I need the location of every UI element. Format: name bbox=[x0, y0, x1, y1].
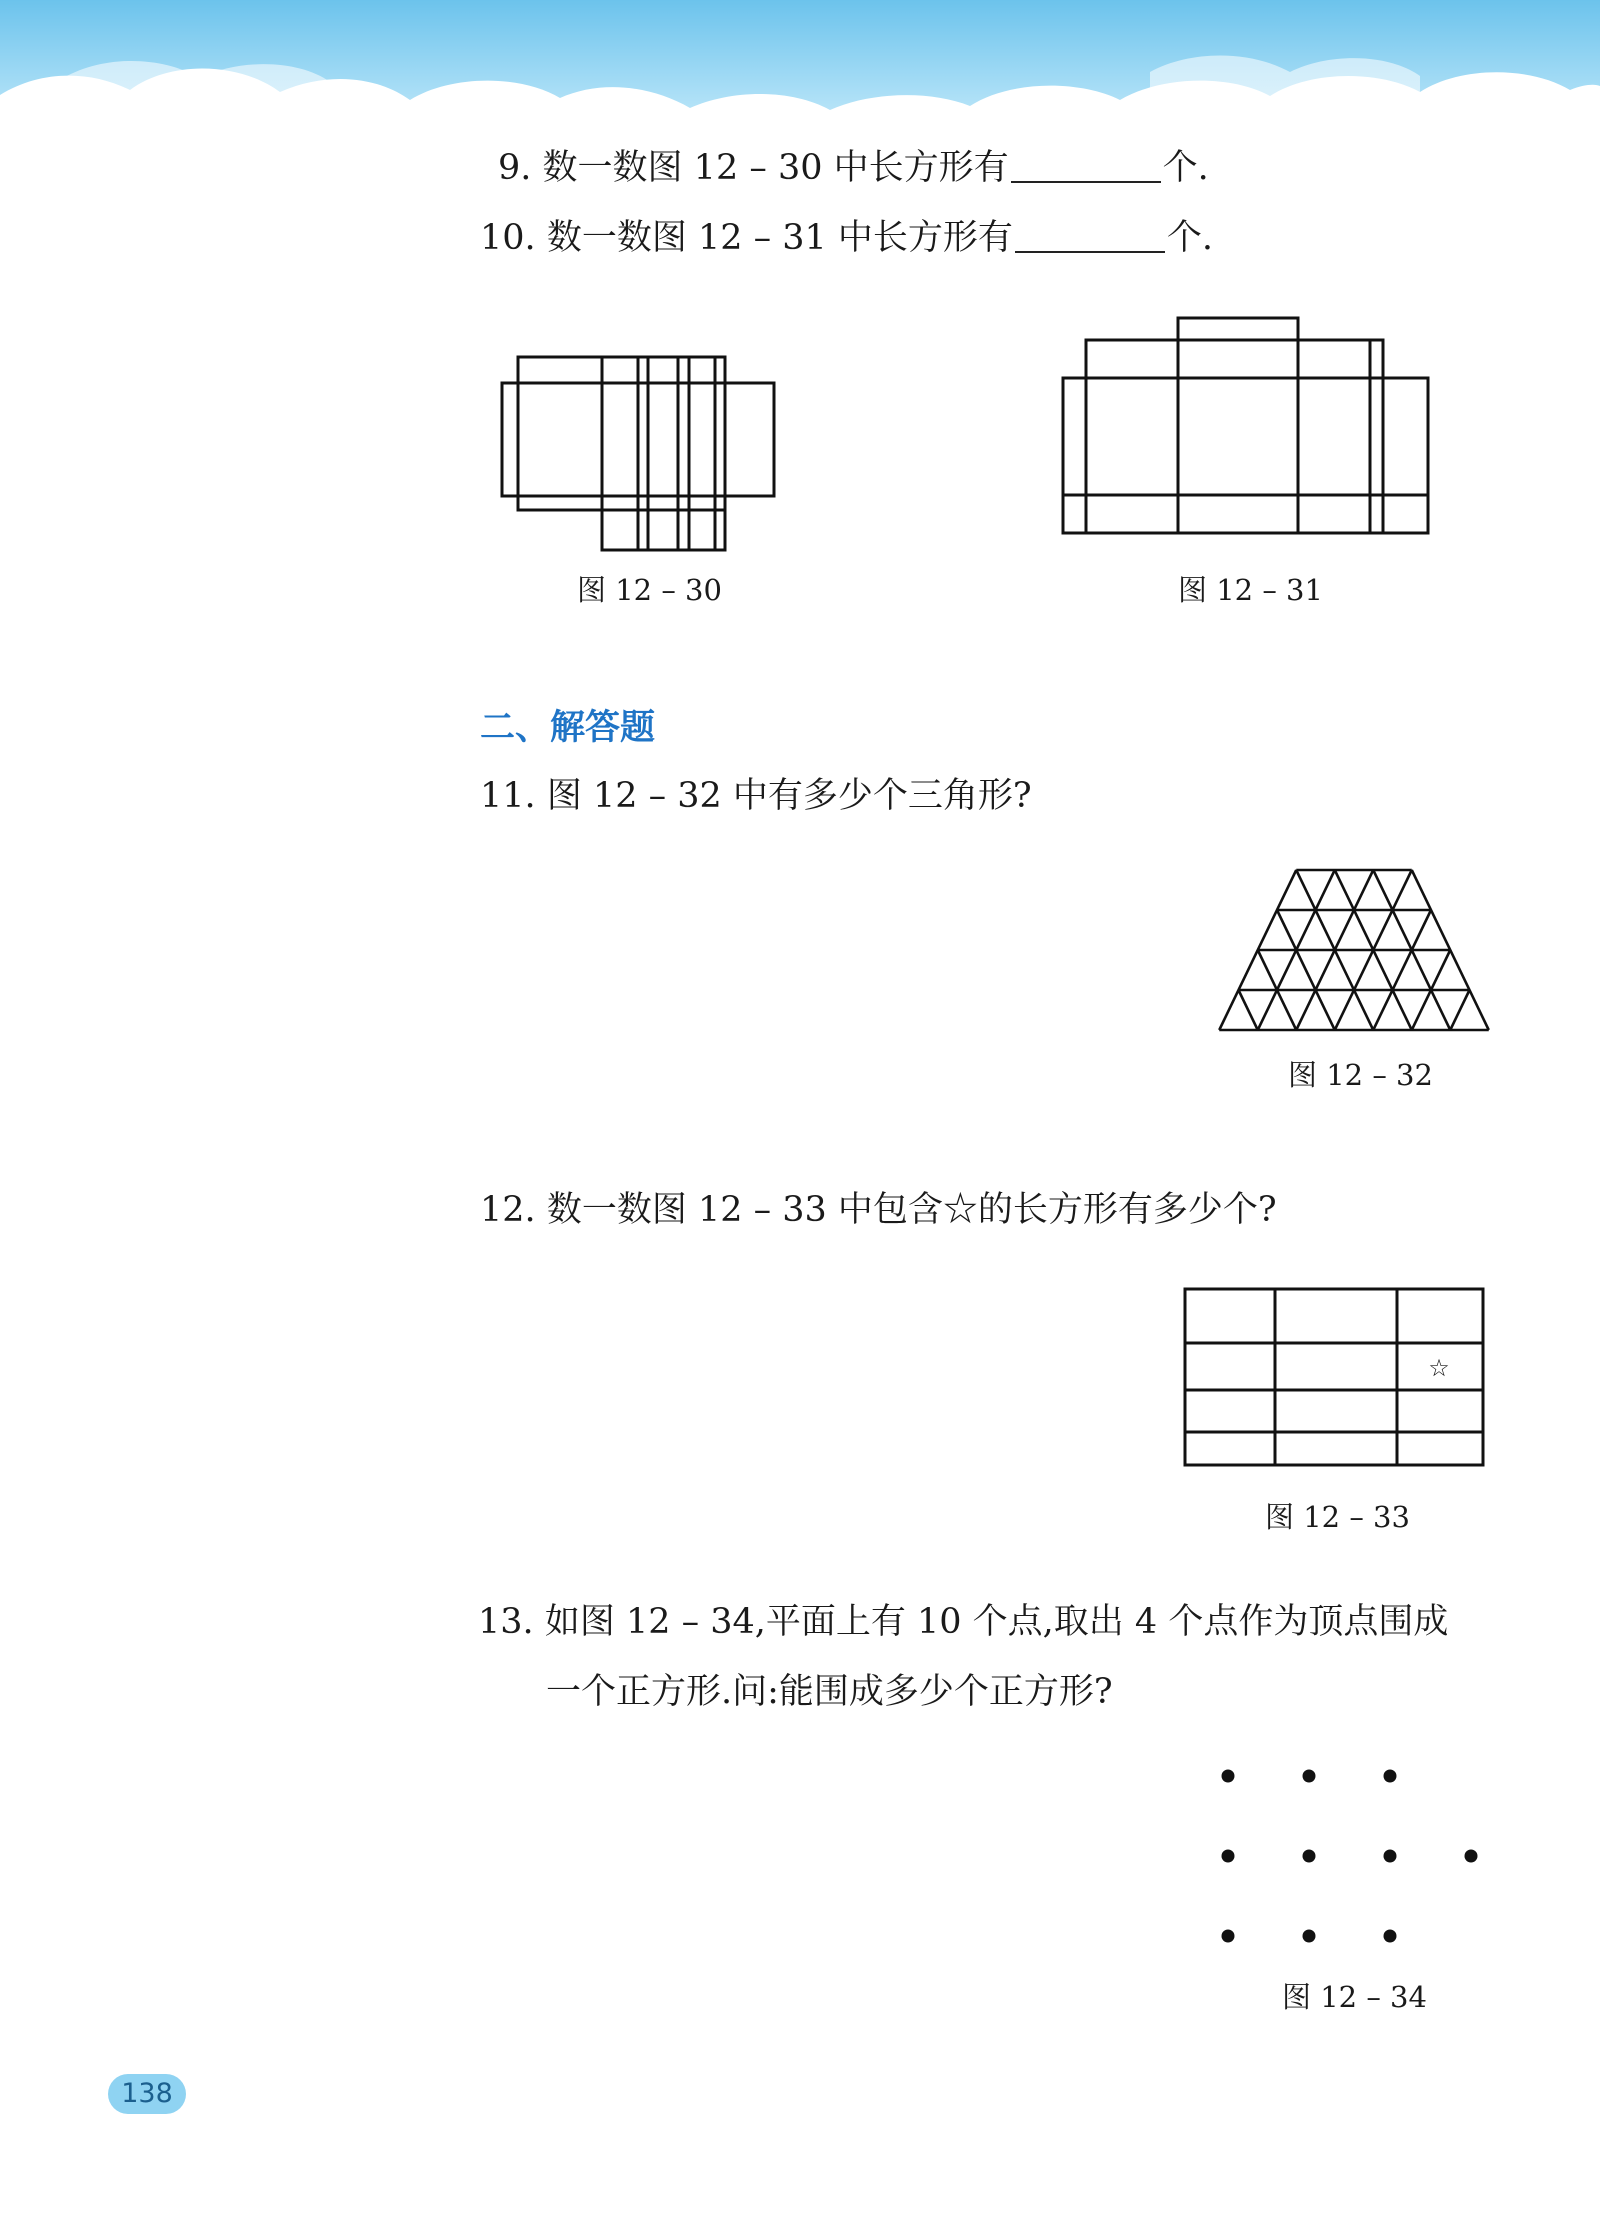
dot bbox=[1222, 1930, 1235, 1943]
dot bbox=[1384, 1930, 1397, 1943]
figure-caption: 图 12 – 33 bbox=[1265, 1500, 1410, 1534]
question-text-end: 个. bbox=[1162, 148, 1209, 188]
question-13-line-2: 一个正方形.问:能围成多少个正方形? bbox=[546, 1672, 1113, 1712]
figure-12-34 bbox=[1212, 1762, 1482, 1942]
question-number: 10. bbox=[480, 218, 536, 258]
rect-wide bbox=[1063, 378, 1428, 533]
question-9 bbox=[498, 146, 1209, 190]
rect-tall bbox=[1178, 318, 1298, 533]
dot bbox=[1303, 1850, 1316, 1863]
figure-caption: 图 12 – 31 bbox=[1178, 573, 1323, 607]
question-12 bbox=[480, 1188, 1277, 1232]
question-number: 12. bbox=[480, 1190, 536, 1230]
question-text: 数一数图 12 – 31 中长方形有 bbox=[546, 218, 1013, 258]
question-text: 图 12 – 32 中有多少个三角形? bbox=[546, 776, 1032, 816]
section-title: 二、解答题 bbox=[480, 708, 656, 748]
question-text-end: 个. bbox=[1166, 218, 1214, 258]
answer-blank[interactable] bbox=[1011, 151, 1161, 183]
grid-line bbox=[1239, 990, 1258, 1030]
figure-12-32 bbox=[1218, 866, 1490, 1028]
figure-caption: 图 12 – 30 bbox=[577, 573, 722, 607]
dot bbox=[1384, 1850, 1397, 1863]
page-number-badge: 138 bbox=[108, 2074, 186, 2114]
answer-blank[interactable] bbox=[1015, 221, 1165, 253]
rect-middle bbox=[1086, 340, 1383, 533]
grid-line bbox=[1450, 990, 1469, 1030]
figure-caption: 图 12 – 34 bbox=[1282, 1980, 1427, 2014]
star-icon: ☆ bbox=[1428, 1354, 1450, 1382]
question-number: 9. bbox=[498, 148, 532, 188]
dot bbox=[1384, 1770, 1397, 1783]
figure-caption: 图 12 – 32 bbox=[1288, 1058, 1433, 1092]
dot bbox=[1222, 1850, 1235, 1863]
rect-column-block bbox=[602, 357, 725, 550]
question-text: 数一数图 12 – 30 中长方形有 bbox=[542, 148, 1009, 188]
dot bbox=[1465, 1850, 1478, 1863]
figure-12-30 bbox=[490, 345, 800, 545]
dot bbox=[1303, 1770, 1316, 1783]
question-13 bbox=[478, 1600, 1448, 1644]
question-10 bbox=[480, 216, 1213, 260]
dot bbox=[1222, 1770, 1235, 1783]
question-number: 11. bbox=[480, 776, 536, 816]
question-text: 如图 12 – 34,平面上有 10 个点,取出 4 个点作为顶点围成 bbox=[544, 1602, 1449, 1642]
rect-tall bbox=[518, 357, 725, 510]
question-number: 13. bbox=[478, 1602, 534, 1642]
figure-12-33 bbox=[1183, 1287, 1485, 1467]
question-11 bbox=[480, 774, 1032, 818]
cloud-banner bbox=[0, 0, 1600, 140]
dot bbox=[1303, 1930, 1316, 1943]
question-text: 数一数图 12 – 33 中包含☆的长方形有多少个? bbox=[546, 1190, 1277, 1230]
figure-12-31 bbox=[1058, 315, 1428, 537]
